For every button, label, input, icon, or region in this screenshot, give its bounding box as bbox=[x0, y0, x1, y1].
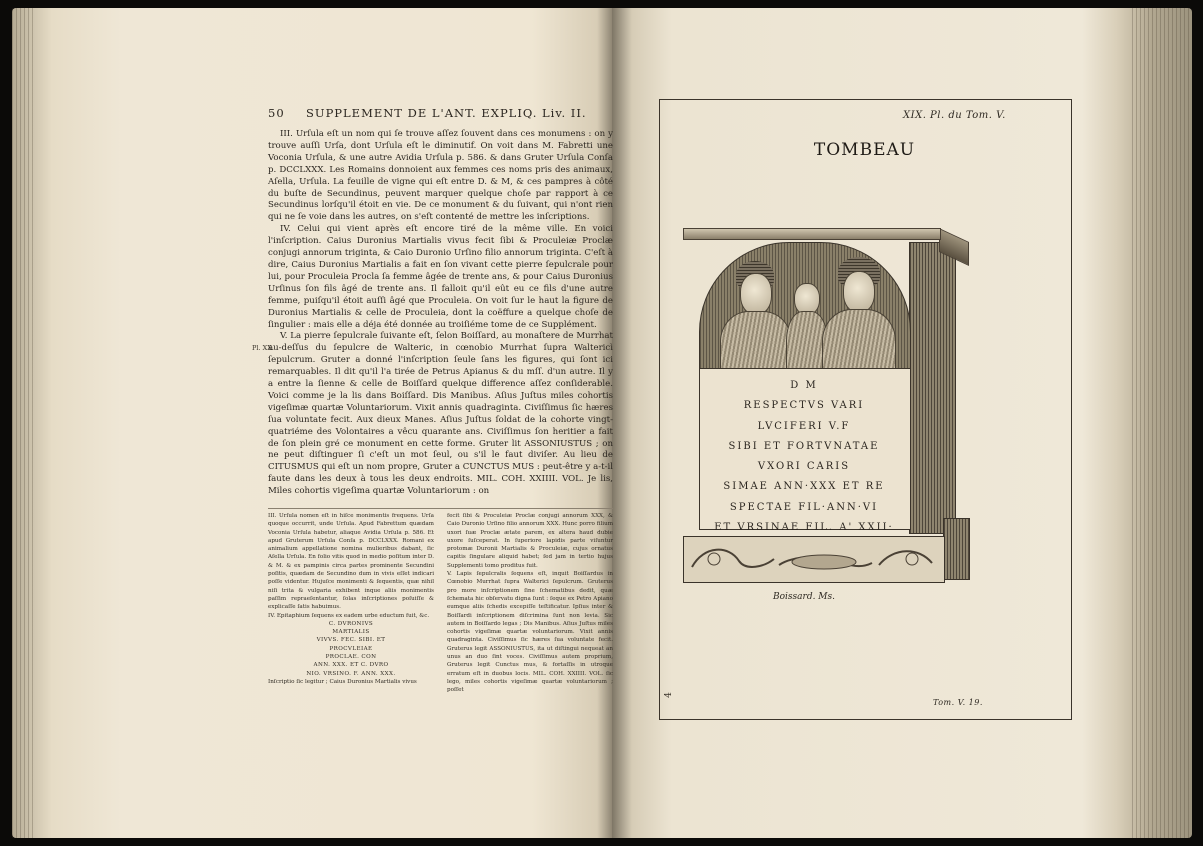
inscription-line: VXORI CARIS bbox=[757, 461, 851, 473]
inscription-line: D M bbox=[790, 380, 818, 391]
notes-divider bbox=[268, 508, 613, 509]
face bbox=[843, 271, 875, 313]
inscription-line: SPECTAE FIL·ANN·VI bbox=[729, 501, 879, 513]
base-side bbox=[943, 518, 970, 580]
inscription-line: RESPECTVS VARI bbox=[743, 400, 865, 412]
paragraph-v: V. La pierre ſepulcrale ſuivante eſt, ſelon Boiſſard, au monaſtere de Murrhat au-deſſus du ſepulcre de Walteric, in cœnobio Murrhat ſupra Waltericì ſepulcrum. Gruter a donné l'inſcription ſeule ſans les figures, qui ſont ici remarquables. Il dit qu'il l'a tirée de Petrus Apianus & du mſſ. d'un autre. Il y a entre la ſienne & celle de Boiſſard quelque difference aſſez conſiderable. Voici comme je la lis dans Boiſſard. Dis Manibus. Aſius Juſtus miles cohortis vigeſimæ quartæ Voluntariorum. Vixit annis quadraginta. Civiſſimus ſic hæres ſua voluntate fecit. Aux dieux Manes. Aſius Juſtus ſoldat de la cohorte vingt-quatriéme des Volontaires a vêcu quarante ans. Civiſſimus ſon heritier a fait de ſon plein gré ce monument en cette forme. Gruter lit ASSONIUSTUS ; on ne peut diſtinguer ſi c'eſt un mot ſeul, ou s'il le faut diviſer. Au lieu de CITUSMUS qui eſt un nom propre, Gruter a CUNCTUS MUS : peut-être y a-t-il faute dans les deux à tous les deux endroits. MIL. COH. XXIIII. VOL. Je lis, Miles cohortis vigeſima quartæ Voluntariorum : on bbox=[268, 331, 613, 497]
latin-note: Inſcriptio ſic legitur ; Caius Duronius Martialis vivus bbox=[268, 678, 417, 685]
main-text bbox=[268, 129, 613, 498]
inscription-line: NIO. VRSINO. F. ANN. XXX. bbox=[306, 670, 396, 677]
inscription-line: SIMAE ANN·XXX ET RE bbox=[723, 481, 885, 493]
inscription-line: PROCVLEIAE bbox=[329, 645, 373, 652]
tomb-engraving bbox=[683, 228, 968, 583]
paragraph-iii: III. Urſula eſt un nom qui ſe trouve aſſez ſouvent dans ces monumens : on y trouve auſſi Urſa, dont Urſula eſt le diminutif. On voit dans M. Fabretti une Voconia Urſula, & une autre Avidia Urſula p. 586. & dans Gruter Urſula Conſa p. DCCLXXX. Les Romains donnoient aux femmes ces noms pris des animaux, Aſella, Urſula. La feuille de vigne qui eſt entre D. & M, & ces pampres à côté du buſte de Secundinus, peuvent marquer quelque choſe par rapport à ce Secundinus lorſqu'il étoit en vie. De ce monument & du ſuivant, qui n'ont rien qui ne ſe voie dans les autres, on s'eſt contenté de mettre les inſcriptions. bbox=[268, 129, 613, 223]
inscription-line: VIVVS. FEC. SIBI. ET bbox=[316, 637, 386, 644]
latin-note: fecit ſibi & Proculeiæ Proclæ conjugi annorum XXX, & Caio Duronio Urſino filio annorum XXX. Hunc porro filium uxori ſuæ Proclæ ætate parem, ex altera haud dubie uxore ſuſceperat. In ſuperiore lapidis parte viſuntur protomæ Duronii Martialis & Proculeiæ, cujus ornatus capitis ſingulare aliquid habet; ſed jam in tertio hujus Supplementi tomo proditus fuit. bbox=[447, 513, 613, 569]
monument-side bbox=[909, 242, 956, 534]
cornice bbox=[683, 228, 941, 240]
inscription-line: ANN. XXX. ET C. DVRO bbox=[313, 662, 389, 669]
right-page-edges bbox=[1132, 8, 1192, 838]
inscription-line: ET VRSINAE FIL. A' XXII· bbox=[714, 522, 894, 534]
running-title: SUPPLEMENT DE L'ANT. EXPLIQ. Liv. II. bbox=[306, 106, 587, 120]
face bbox=[740, 273, 772, 315]
running-head bbox=[268, 106, 613, 122]
plate-credit: Boissard. Ms. bbox=[773, 592, 835, 602]
inscription-line: C. DVRONIVS bbox=[328, 620, 374, 627]
latin-note: V. Lapis ſepulcralis ſequens eſt, inquit Boiſſardus in Cœnobio Murrhat ſupra Walterici ſepulcrum. Gruterus pro more inſcriptionem ſine ſchematibus dedit, quæ ſchemata hic obſervatu digna ſunt : ſeque ex Petro Apiano eumque aliis ſchedis excepiſſe teſtificatur. Ipſius inter & Boiſſardi inſcriptionem diſcrimina ſunt non levia. Sic autem in Boiſſardo legas ; Dis Manibus. Aſius Juſtus miles cohortis vigeſimæ quartæ voluntariorum. Vixit annis quadraginta. Civiſſimus ſic hæres ſua voluntate fecit. Gruterus legit ASSONIUSTUS, ita ut diſtingui nequeat an unus an duo ſint voces. Civiſſimus autem proprium, Gruterus legit Cunctus mus, & fortaſſis in utroque erratum eſt in duobus locis. MIL. COH. XXIIII. VOL. ſic lego, miles cohortis vigeſimæ quartæ voluntariorum ; poſſet bbox=[447, 571, 613, 694]
latin-notes-column-2 bbox=[447, 512, 613, 695]
inscription-line: PROCLAE. CON bbox=[325, 654, 377, 661]
plate-title: TOMBEAU bbox=[813, 140, 916, 160]
paragraph-iv: IV. Celui qui vient après eſt encore tiré de la même ville. En voici l'inſcription. Caius Duronius Martialis vivus fecit ſibi & Proculeiæ Proclæ conjugi annorum triginta, & Caio Duronio Urſino filio annorum triginta. C'eſt à dire, Caius Duronius Martialis a fait en ſon vivant cette pierre ſepulcrale pour lui, pour Proculeia Procla ſa femme âgée de trente ans, & pour Caius Duronius Urſinus ſon fils âgé de trente ans. Il falloit qu'il eût eu ce fils d'une autre femme, puiſqu'il étoit auſſi âgé que Proculeia. On voit ſur le haut la figure de Duronius Martialis & celle de Proculeia, dont la coëffure a quelque choſe de ſingulier : mais elle a déja été donnée au troiſiéme tome de ce Supplément. bbox=[268, 224, 613, 330]
monument-base bbox=[683, 536, 945, 583]
portrait-niche bbox=[699, 242, 911, 384]
inscription-line: LVCIFERI V.F bbox=[757, 420, 851, 432]
latin-note: III. Urſula nomen eſt in hiſce monimentis frequens. Urſa quoque occurrit, unde Urſula. Apud Fabrettum quædam Voconia Urſula habetur, aliaque Avidia Urſula p. 586. Et apud Gruterum Urſula Conſa p. DCCLXXX. Romani ex animalium appellatione nomina mulieribus dabant, ſic Aſella Urſula. En folio vitis quod in medio poſitum inter D. & M. & ex pampinis circa partes prominente Secundini poſitis, quædam de Secundino dum in vivis eſſet indicari poſſe videntur. Hujuſce monimenti & ſequentis, quæ nihil niſi trita & vulgaria exhibent inque aliis monimentis paſſim repraeſentantur, ſolas inſcriptiones poſuiſſe & explicaſſe ſatis habuimus. bbox=[268, 513, 434, 611]
left-page-edges bbox=[12, 8, 34, 838]
figure-left bbox=[720, 261, 790, 384]
page-number: 50 bbox=[268, 106, 285, 120]
tomb-inscription bbox=[699, 376, 909, 538]
latin-notes-column-1 bbox=[268, 512, 434, 686]
inscription-transcription bbox=[268, 620, 434, 678]
latin-note: IV. Epitaphium ſequens ex eadem urbe eductum fuit, &c. bbox=[268, 612, 430, 619]
tome-reference: Tom. V. 19. bbox=[933, 698, 983, 707]
margin-note: Pl. XX. bbox=[252, 344, 274, 352]
inscription-line: MARTIALIS bbox=[332, 629, 370, 636]
corner-mark: 4 bbox=[663, 692, 674, 698]
base-relief-ornament bbox=[684, 537, 942, 580]
inscription-line: SIBI ET FORTVNATAE bbox=[728, 440, 880, 452]
figure-right bbox=[822, 257, 894, 384]
plate-number: XIX. Pl. du Tom. V. bbox=[903, 110, 1006, 121]
